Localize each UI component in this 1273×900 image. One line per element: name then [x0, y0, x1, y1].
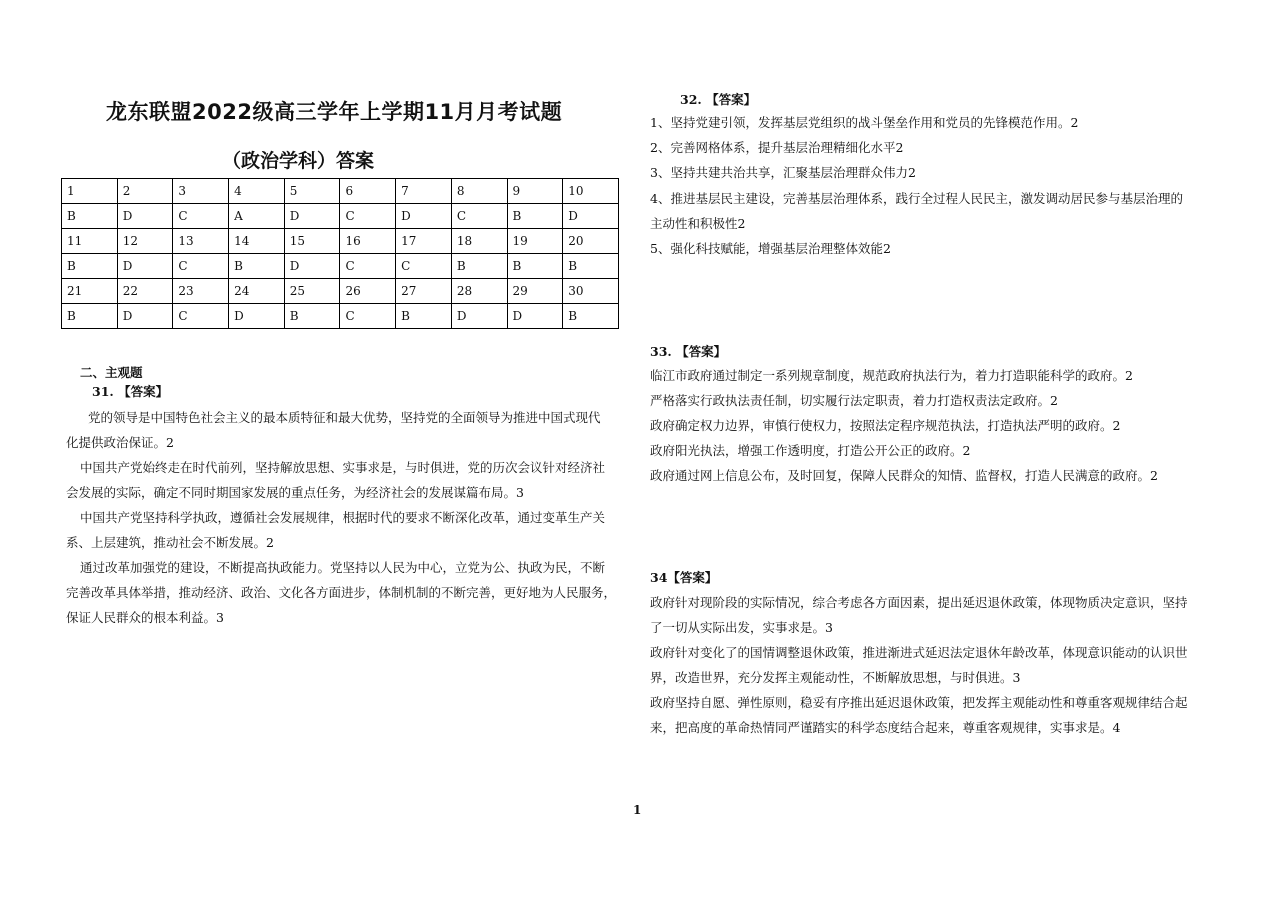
question-number-cell: 21 [62, 279, 118, 304]
question-number-cell: 5 [284, 179, 340, 204]
question-number-cell: 12 [117, 229, 173, 254]
question-number-cell: 18 [451, 229, 507, 254]
q32-line: 主动性和积极性2 [650, 216, 746, 231]
q31-line: 会发展的实际，确定不同时期国家发展的重点任务，为经济社会的发展谋篇布局。3 [66, 485, 524, 500]
answer-cell: B [451, 254, 507, 279]
q34-line: 政府针对变化了的国情调整退休政策，推进渐进式延迟法定退休年龄改革，体现意识能动的认识世 [650, 645, 1188, 660]
q34-line: 了一切从实际出发，实事求是。3 [650, 620, 833, 635]
question-number-cell: 27 [396, 279, 452, 304]
question-number-cell: 14 [229, 229, 285, 254]
question-number-cell: 17 [396, 229, 452, 254]
q31-line: 通过改革加强党的建设，不断提高执政能力。党坚持以人民为中心，立党为公、执政为民，不断 [80, 560, 606, 575]
q34-line: 界，改造世界，充分发挥主观能动性，不断解放思想，与时俱进。3 [650, 670, 1021, 685]
q34-line: 政府坚持自愿、弹性原则，稳妥有序推出延迟退休政策，把发挥主观能动性和尊重客观规律结合起 [650, 695, 1188, 710]
answer-cell: B [62, 304, 118, 329]
question-number-cell: 3 [173, 179, 229, 204]
question-number-cell: 24 [229, 279, 285, 304]
answer-table-row [62, 279, 619, 304]
answer-cell: D [284, 254, 340, 279]
q31-line: 中国共产党坚持科学执政，遵循社会发展规律，根据时代的要求不断深化改革，通过变革生产关 [80, 510, 606, 525]
question-number-cell: 19 [507, 229, 563, 254]
question-number-cell: 29 [507, 279, 563, 304]
section2-heading: 二、主观题 [80, 365, 143, 380]
question-number-cell: 4 [229, 179, 285, 204]
answer-cell: D [507, 304, 563, 329]
answer-cell: B [62, 204, 118, 229]
question-number-cell: 26 [340, 279, 396, 304]
exam-subtitle: （政治学科）答案 [222, 150, 375, 172]
answer-cell: C [173, 304, 229, 329]
q32-heading: 32. 【答案】 [680, 92, 757, 107]
answer-cell: B [563, 304, 619, 329]
q32-line: 1、坚持党建引领，发挥基层党组织的战斗堡垒作用和党员的先锋模范作用。2 [650, 115, 1079, 130]
answer-table-row [62, 304, 619, 329]
answer-cell: C [173, 204, 229, 229]
q33-line: 严格落实行政执法责任制，切实履行法定职责，着力打造权责法定政府。2 [650, 393, 1058, 408]
exam-title: 龙东联盟2022级高三学年上学期11月月考试题 [106, 100, 563, 124]
question-number-cell: 6 [340, 179, 396, 204]
answer-table-row [62, 204, 619, 229]
answer-cell: C [173, 254, 229, 279]
question-number-cell: 7 [396, 179, 452, 204]
question-number-cell: 10 [563, 179, 619, 204]
question-number-cell: 22 [117, 279, 173, 304]
q31-line: 完善改革具体举措，推动经济、政治、文化各方面进步，体制机制的不断完善，更好地为人民服务， [66, 585, 617, 600]
answer-cell: B [229, 254, 285, 279]
q32-line: 5、强化科技赋能，增强基层治理整体效能2 [650, 241, 891, 256]
question-number-cell: 8 [451, 179, 507, 204]
question-number-cell: 13 [173, 229, 229, 254]
q33-line: 政府确定权力边界，审慎行使权力，按照法定程序规范执法，打造执法严明的政府。2 [650, 418, 1121, 433]
q32-line: 4、推进基层民主建设，完善基层治理体系，践行全过程人民民主，激发调动居民参与基层治理的 [650, 191, 1183, 206]
q33-line: 政府通过网上信息公布，及时回复，保障人民群众的知情、监督权，打造人民满意的政府。2 [650, 468, 1158, 483]
question-number-cell: 23 [173, 279, 229, 304]
q34-heading: 34【答案】 [650, 570, 718, 585]
answer-cell: C [340, 304, 396, 329]
q33-line: 政府阳光执法，增强工作透明度，打造公开公正的政府。2 [650, 443, 971, 458]
answer-cell: C [451, 204, 507, 229]
answer-cell: B [563, 254, 619, 279]
q31-heading: 31. 【答案】 [92, 384, 169, 399]
question-number-cell: 16 [340, 229, 396, 254]
question-number-cell: 25 [284, 279, 340, 304]
answer-cell: D [229, 304, 285, 329]
answer-cell: B [507, 204, 563, 229]
question-number-cell: 28 [451, 279, 507, 304]
answer-cell: D [117, 304, 173, 329]
answer-cell: D [117, 204, 173, 229]
question-number-cell: 15 [284, 229, 340, 254]
q31-line: 中国共产党始终走在时代前列，坚持解放思想、实事求是，与时俱进，党的历次会议针对经济社 [80, 460, 606, 475]
answer-cell: B [507, 254, 563, 279]
answer-cell: D [284, 204, 340, 229]
answer-table-row [62, 254, 619, 279]
answer-table-row [62, 229, 619, 254]
answer-cell: B [396, 304, 452, 329]
answer-table-row [62, 179, 619, 204]
page-number: 1 [633, 803, 642, 817]
question-number-cell: 2 [117, 179, 173, 204]
answer-cell: D [396, 204, 452, 229]
q32-line: 2、完善网格体系，提升基层治理精细化水平2 [650, 140, 904, 155]
answer-cell: B [284, 304, 340, 329]
answer-cell: B [62, 254, 118, 279]
answer-cell: D [117, 254, 173, 279]
q31-line: 党的领导是中国特色社会主义的最本质特征和最大优势，坚持党的全面领导为推进中国式现代 [88, 410, 601, 425]
question-number-cell: 30 [563, 279, 619, 304]
answer-cell: A [229, 204, 285, 229]
answer-cell: D [563, 204, 619, 229]
q34-line: 来，把高度的革命热情同严谨踏实的科学态度结合起来，尊重客观规律，实事求是。4 [650, 720, 1121, 735]
question-number-cell: 1 [62, 179, 118, 204]
q31-line: 化提供政治保证。2 [66, 435, 174, 450]
q31-line: 系、上层建筑，推动社会不断发展。2 [66, 535, 274, 550]
q31-line: 保证人民群众的根本利益。3 [66, 610, 224, 625]
q32-line: 3、坚持共建共治共享，汇聚基层治理群众伟力2 [650, 165, 916, 180]
q34-line: 政府针对现阶段的实际情况，综合考虑各方面因素，提出延迟退休政策，体现物质决定意识，坚持 [650, 595, 1188, 610]
question-number-cell: 9 [507, 179, 563, 204]
answer-cell: C [340, 254, 396, 279]
q33-line: 临江市政府通过制定一系列规章制度，规范政府执法行为，着力打造职能科学的政府。2 [650, 368, 1133, 383]
question-number-cell: 20 [563, 229, 619, 254]
q33-heading: 33. 【答案】 [650, 344, 727, 359]
answer-cell: C [396, 254, 452, 279]
question-number-cell: 11 [62, 229, 118, 254]
answer-cell: D [451, 304, 507, 329]
answer-cell: C [340, 204, 396, 229]
answer-table [61, 178, 619, 329]
